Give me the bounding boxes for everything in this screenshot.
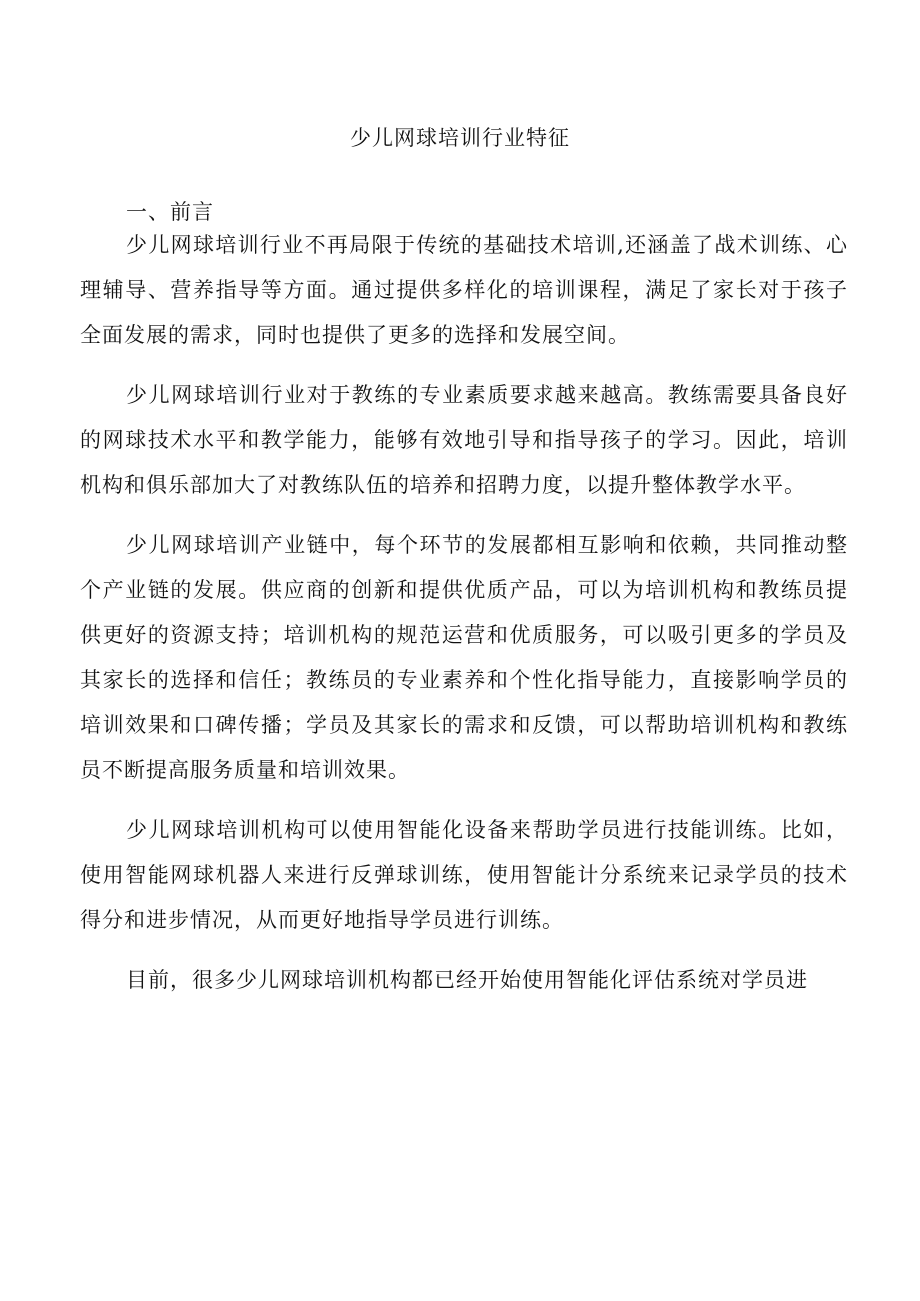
paragraph-5: 目前，很多少儿网球培训机构都已经开始使用智能化评估系统对学员进 — [126, 968, 808, 992]
paragraph-4: 少儿网球培训机构可以使用智能化设备来帮助学员进行技能训练。比如，使用智能网球机器人来进行反弹球训练，使用智能计分系统来记录学员的技术得分和进步情况，从而更好地指导学员进行训练。 — [80, 818, 848, 932]
section-heading: 一、前言 — [126, 200, 214, 224]
paragraph-3: 少儿网球培训产业链中，每个环节的发展都相互影响和依赖，共同推动整个产业链的发展。供应商的创新和提供优质产品，可以为培训机构和教练员提供更好的资源支持；培训机构的规范运营和优质服务，可以吸引更多的学员及其家长的选择和信任；教练员的专业素养和个性化指导能力，直接影响学员的培训效果和口碑传播；学员及其家长的需求和反馈，可以帮助培训机构和教练员不断提高服务质量和培训效果。 — [80, 533, 848, 782]
paragraph-2: 少儿网球培训行业对于教练的专业素质要求越来越高。教练需要具备良好的网球技术水平和教学能力，能够有效地引导和指导孩子的学习。因此，培训机构和俱乐部加大了对教练队伍的培养和招聘力度，以提升整体教学水平。 — [80, 383, 848, 497]
document-body — [80, 223, 848, 1003]
document-title: 少儿网球培训行业特征 — [350, 126, 570, 150]
paragraph-1: 少儿网球培训行业不再局限于传统的基础技术培训,还涵盖了战术训练、心理辅导、营养指导等方面。通过提供多样化的培训课程，满足了家长对于孩子全面发展的需求，同时也提供了更多的选择和发展空间。 — [80, 233, 848, 347]
